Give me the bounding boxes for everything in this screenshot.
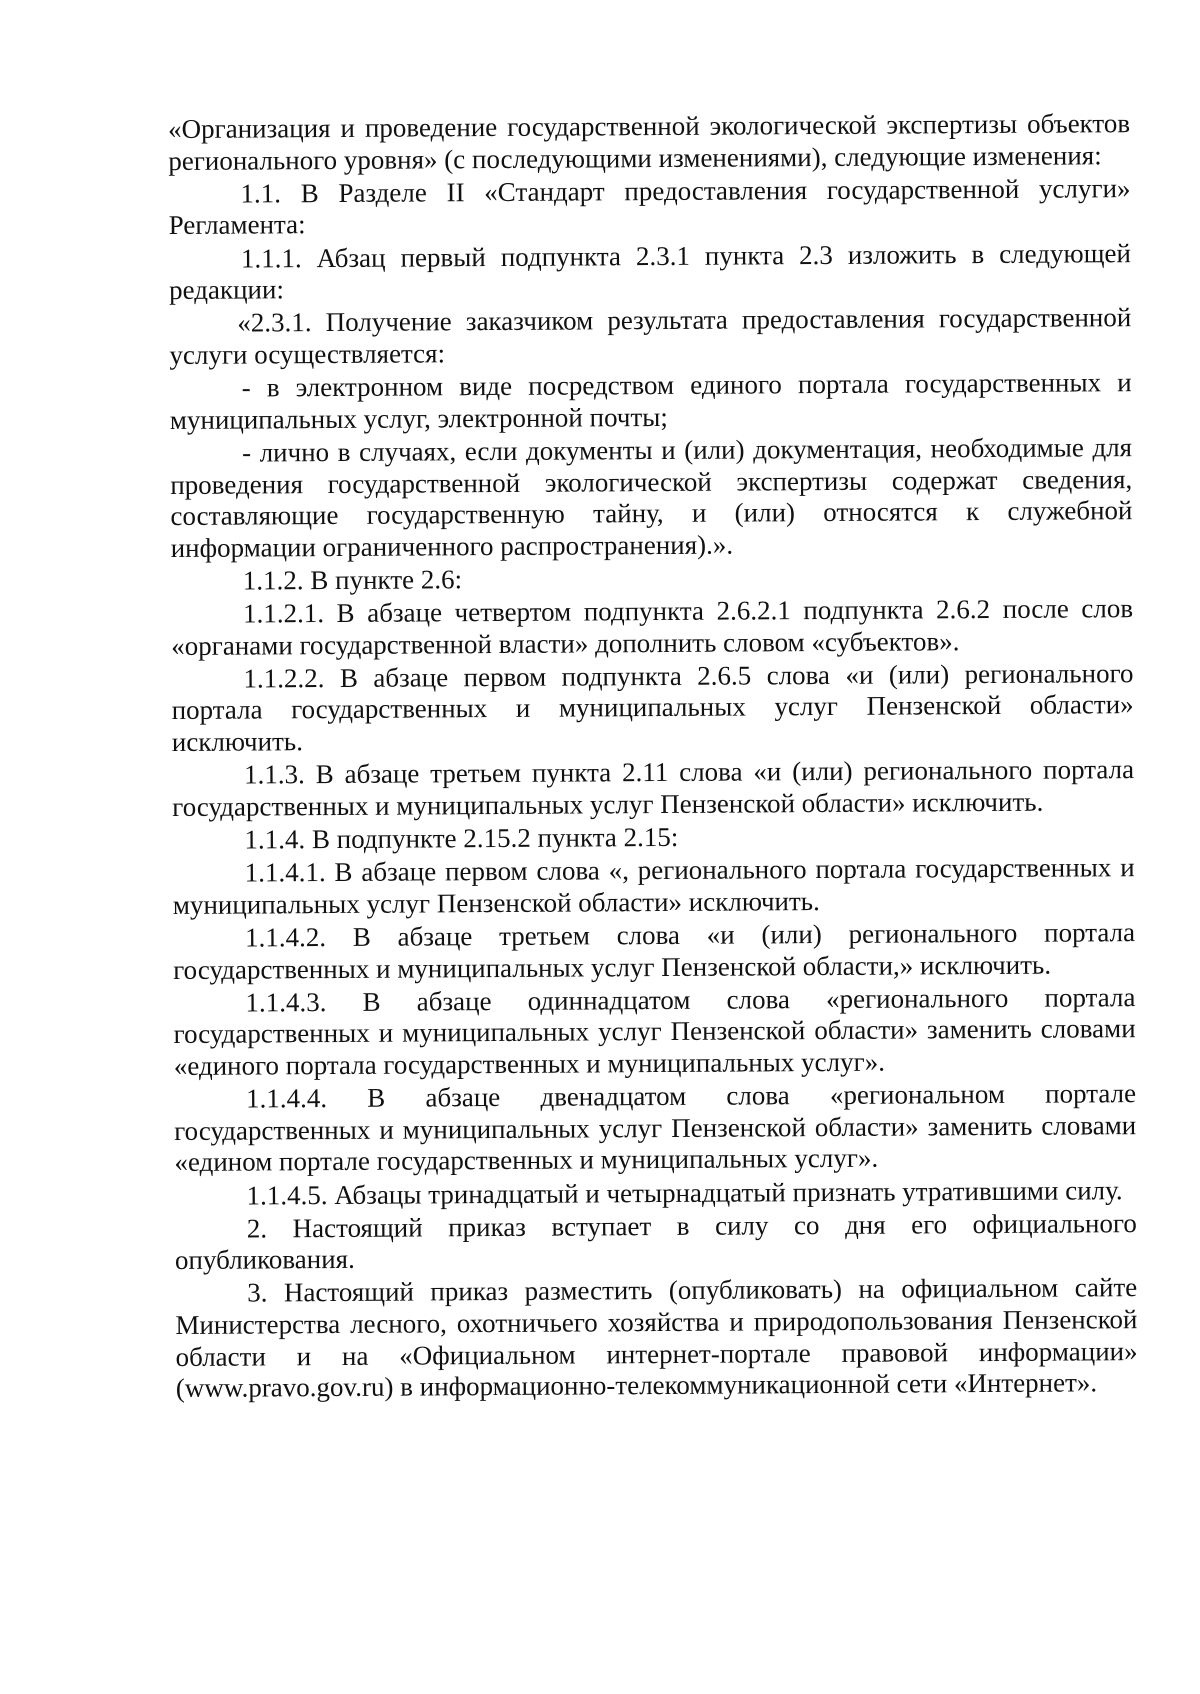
paragraph-1-1-4-4: 1.1.4.4. В абзаце двенадцатом слова «региональном портале государственных и муниципальных услуг Пензенской области» заменить словами «едином портале государственных и муниципальных услуг». [174, 1078, 1137, 1178]
paragraph-1-1-4-3: 1.1.4.3. В абзаце одиннадцатом слова «регионального портала государственных и муниципальных услуг Пензенской области» заменить словами «единого портала государственных и муниципальных услуг». [173, 981, 1136, 1081]
paragraph-3: 3. Настоящий приказ разместить (опубликовать) на официальном сайте Министерства лесного, охотничьего хозяйства и природопользования Пензенской области и на «Официальном интернет-портале правовой информации» (www.pravo.gov.ru) в информационно-телекоммуникационной сети «Интернет». [175, 1272, 1138, 1404]
paragraph-1-1-4-5: 1.1.4.5. Абзацы тринадцатый и четырнадцатый признать утратившими силу. [246, 1174, 1123, 1211]
paragraph-1-1-4-2: 1.1.4.2. В абзаце третьем слова «и (или) регионального портала государственных и муниципальных услуг Пензенской области,» исключить. [173, 917, 1136, 985]
paragraph-1-1: 1.1. В Разделе II «Стандарт предоставления государственной услуги» Регламента: [168, 172, 1131, 241]
paragraph-1-1-4-1: 1.1.4.1. В абзаце первом слова «, регионального портала государственных и муниципальных услуг Пензенской области» исключить. [172, 852, 1135, 920]
document-body [168, 108, 1138, 1406]
paragraph-bullet-electronic: - в электронном виде посредством единого портала государственных и муниципальных услуг, электронной почты; [169, 367, 1132, 435]
paragraph-1-1-1: 1.1.1. Абзац первый подпункта 2.3.1 пункта 2.3 изложить в следующей редакции: [168, 237, 1131, 306]
paragraph-intro: «Организация и проведение государственной экологической экспертизы объектов регионального уровня» (с последующими изменениями), следующие изменения: [168, 108, 1131, 176]
paragraph-1-1-2-1: 1.1.2.1. В абзаце четвертом подпункта 2.6.2.1 подпункта 2.6.2 после слов «органами государственной власти» дополнить словом «субъектов». [171, 593, 1134, 661]
paragraph-1-1-2: 1.1.2. В пункте 2.6: [242, 564, 463, 596]
paragraph-1-1-2-2: 1.1.2.2. В абзаце первом подпункта 2.6.5 слова «и (или) регионального портала государственных и муниципальных услуг Пензенской области» исключить. [171, 657, 1134, 758]
paragraph-bullet-personal: - лично в случаях, если документы и (или) документация, необходимые для проведения государственной экологической экспертизы содержат сведения, составляющие государственную тайну, и (или) относятся к служебной информации ограниченного распространения).». [170, 432, 1133, 563]
paragraph-1-1-3: 1.1.3. В абзаце третьем пункта 2.11 слова «и (или) регионального портала государственных и муниципальных услуг Пензенской области» исключить. [172, 754, 1135, 822]
paragraph-quote-2-3-1: «2.3.1. Получение заказчиком результата предоставления государственной услуги осуществляется: [169, 302, 1132, 370]
paragraph-1-1-4: 1.1.4. В подпункте 2.15.2 пункта 2.15: [244, 821, 679, 855]
paragraph-2: 2. Настоящий приказ вступает в силу со дня его официального опубликования. [174, 1207, 1137, 1276]
